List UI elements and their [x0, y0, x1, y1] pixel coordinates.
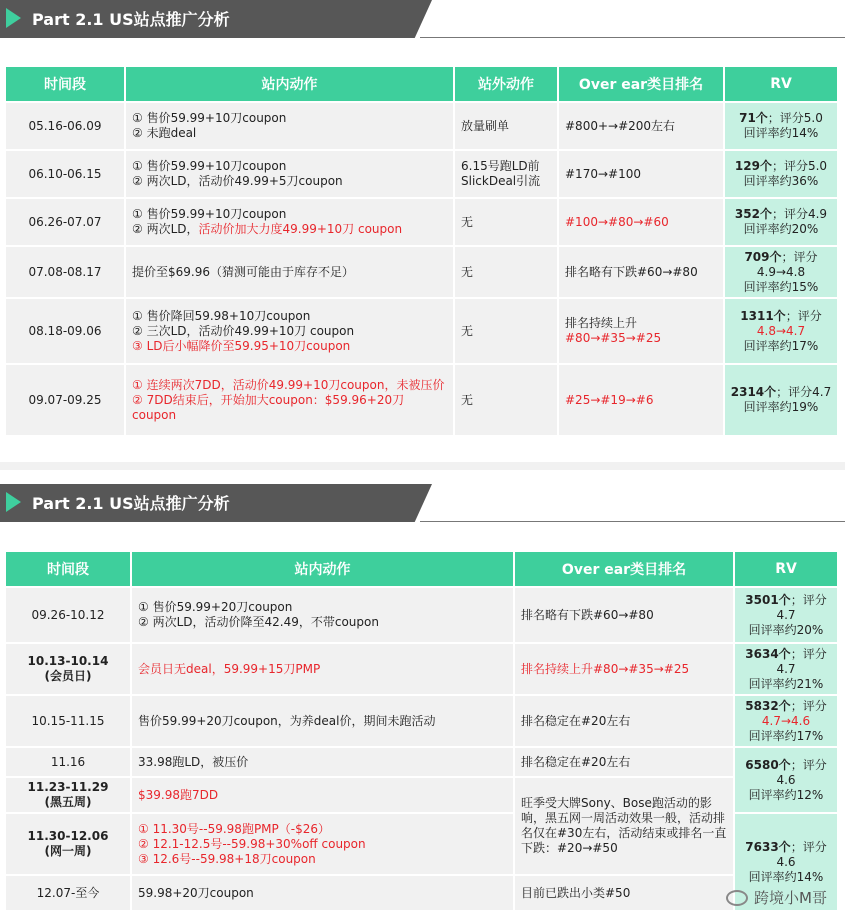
rv-cell: 7633个；评分 4.6 回评率约14% — [734, 813, 838, 911]
slide-header — [0, 484, 845, 522]
rank-cell: #25→#19→#6 — [558, 364, 724, 436]
period-cell: 07.08-08.17 — [5, 246, 125, 298]
rv-cell: 129个；评分5.0 回评率约36% — [724, 150, 838, 198]
onsite-cell: ① 11.30号--59.98跑PMP（-$26） ② 12.1-12.5号--59.98+30%off coupon ③ 12.6号--59.98+18刀coupon — [131, 813, 514, 875]
period-cell: 12.07-至今 — [5, 875, 131, 911]
rank-cell: 目前已跌出小类#50 — [514, 875, 734, 911]
rv-cell: 5832个；评分 4.7→4.6 回评率约17% — [734, 695, 838, 747]
rank-cell: #100→#80→#60 — [558, 198, 724, 246]
table-row — [5, 102, 838, 150]
rank-cell: 排名略有下跌#60→#80 — [514, 587, 734, 643]
play-triangle-icon — [6, 8, 21, 28]
rv-cell: 352个；评分4.9 回评率约20% — [724, 198, 838, 246]
play-triangle-icon — [6, 492, 21, 512]
rv-cell: 3501个；评分 4.7 回评率约20% — [734, 587, 838, 643]
rv-cell: 3634个；评分 4.7 回评率约21% — [734, 643, 838, 695]
wechat-icon — [726, 890, 748, 906]
rv-cell: 6580个；评分 4.6 回评率约12% — [734, 747, 838, 813]
table-row — [5, 298, 838, 364]
rank-cell: 排名略有下跌#60→#80 — [558, 246, 724, 298]
slide-header — [0, 0, 845, 38]
onsite-cell: 59.98+20刀coupon — [131, 875, 514, 911]
rv-cell: 1311个；评分 4.8→4.7 回评率约17% — [724, 298, 838, 364]
col-header-period: 时间段 — [5, 551, 131, 587]
onsite-cell: ① 连续两次7DD，活动价49.99+10刀coupon，未被压价 ② 7DD结束后，开始加大coupon：$59.96+20刀coupon — [125, 364, 454, 436]
slide-title: Part 2.1 US站点推广分析 — [32, 10, 230, 29]
promotion-table — [4, 550, 839, 912]
table-row — [5, 875, 838, 911]
col-header-rank: Over ear类目排名 — [514, 551, 734, 587]
period-cell: 06.26-07.07 — [5, 198, 125, 246]
table-row — [5, 150, 838, 198]
period-cell: 11.16 — [5, 747, 131, 777]
period-cell: 10.13-10.14 (会员日) — [5, 643, 131, 695]
onsite-cell: ① 售价59.99+20刀coupon ② 两次LD，活动价降至42.49，不带coupon — [131, 587, 514, 643]
offsite-cell: 无 — [454, 198, 558, 246]
offsite-cell: 6.15号跑LD前 SlickDeal引流 — [454, 150, 558, 198]
onsite-cell: ① 售价59.99+10刀coupon ② 未跑deal — [125, 102, 454, 150]
col-header-rv: RV — [734, 551, 838, 587]
rank-cell: #800+→#200左右 — [558, 102, 724, 150]
promotion-table — [4, 65, 839, 437]
period-cell: 09.26-10.12 — [5, 587, 131, 643]
period-cell: 06.10-06.15 — [5, 150, 125, 198]
period-cell: 05.16-06.09 — [5, 102, 125, 150]
rank-cell: 排名稳定在#20左右 — [514, 747, 734, 777]
onsite-cell: ① 售价降回59.98+10刀coupon ② 三次LD，活动价49.99+10刀 coupon ③ LD后小幅降价至59.95+10刀coupon — [125, 298, 454, 364]
offsite-cell: 放量刷单 — [454, 102, 558, 150]
rv-cell: 709个；评分 4.9→4.8 回评率约15% — [724, 246, 838, 298]
col-header-rv: RV — [724, 66, 838, 102]
col-header-onsite: 站内动作 — [131, 551, 514, 587]
period-cell: 11.23-11.29 (黑五周) — [5, 777, 131, 813]
onsite-cell: ① 售价59.99+10刀coupon ② 两次LD，活动价加大力度49.99+10刀 coupon — [125, 198, 454, 246]
onsite-cell: 售价59.99+20刀coupon，为养deal价，期间未跑活动 — [131, 695, 514, 747]
rank-cell: 排名持续上升 #80→#35→#25 — [558, 298, 724, 364]
period-cell: 09.07-09.25 — [5, 364, 125, 436]
table-row — [5, 198, 838, 246]
rv-cell: 2314个；评分4.7 回评率约19% — [724, 364, 838, 436]
table-row — [5, 364, 838, 436]
rank-cell: 排名持续上升#80→#35→#25 — [514, 643, 734, 695]
offsite-cell: 无 — [454, 298, 558, 364]
table-row — [5, 777, 838, 813]
table-row — [5, 747, 838, 777]
period-cell: 10.15-11.15 — [5, 695, 131, 747]
onsite-cell: $39.98跑7DD — [131, 777, 514, 813]
slide-title: Part 2.1 US站点推广分析 — [32, 494, 230, 513]
slide-2 — [0, 470, 845, 920]
onsite-cell: 33.98跑LD，被压价 — [131, 747, 514, 777]
rv-cell: 71个；评分5.0 回评率约14% — [724, 102, 838, 150]
slide-divider — [0, 462, 845, 470]
watermark: 跨境小M哥 — [726, 887, 827, 908]
table-row — [5, 246, 838, 298]
col-header-rank: Over ear类目排名 — [558, 66, 724, 102]
onsite-cell: 提价至$69.96（猜测可能由于库存不足） — [125, 246, 454, 298]
onsite-cell: 会员日无deal，59.99+15刀PMP — [131, 643, 514, 695]
onsite-cell: ① 售价59.99+10刀coupon ② 两次LD，活动价49.99+5刀coupon — [125, 150, 454, 198]
rank-cell: 旺季受大牌Sony、Bose跑活动的影响，黑五网一周活动效果一般，活动排名仅在#30左右，活动结束或排名一直下跌：#20→#50 — [514, 777, 734, 875]
table-row — [5, 643, 838, 695]
table-row — [5, 587, 838, 643]
col-header-period: 时间段 — [5, 66, 125, 102]
offsite-cell: 无 — [454, 364, 558, 436]
col-header-onsite: 站内动作 — [125, 66, 454, 102]
period-cell: 08.18-09.06 — [5, 298, 125, 364]
col-header-offsite: 站外动作 — [454, 66, 558, 102]
period-cell: 11.30-12.06 (网一周) — [5, 813, 131, 875]
rank-cell: 排名稳定在#20左右 — [514, 695, 734, 747]
table-row — [5, 695, 838, 747]
rank-cell: #170→#100 — [558, 150, 724, 198]
offsite-cell: 无 — [454, 246, 558, 298]
